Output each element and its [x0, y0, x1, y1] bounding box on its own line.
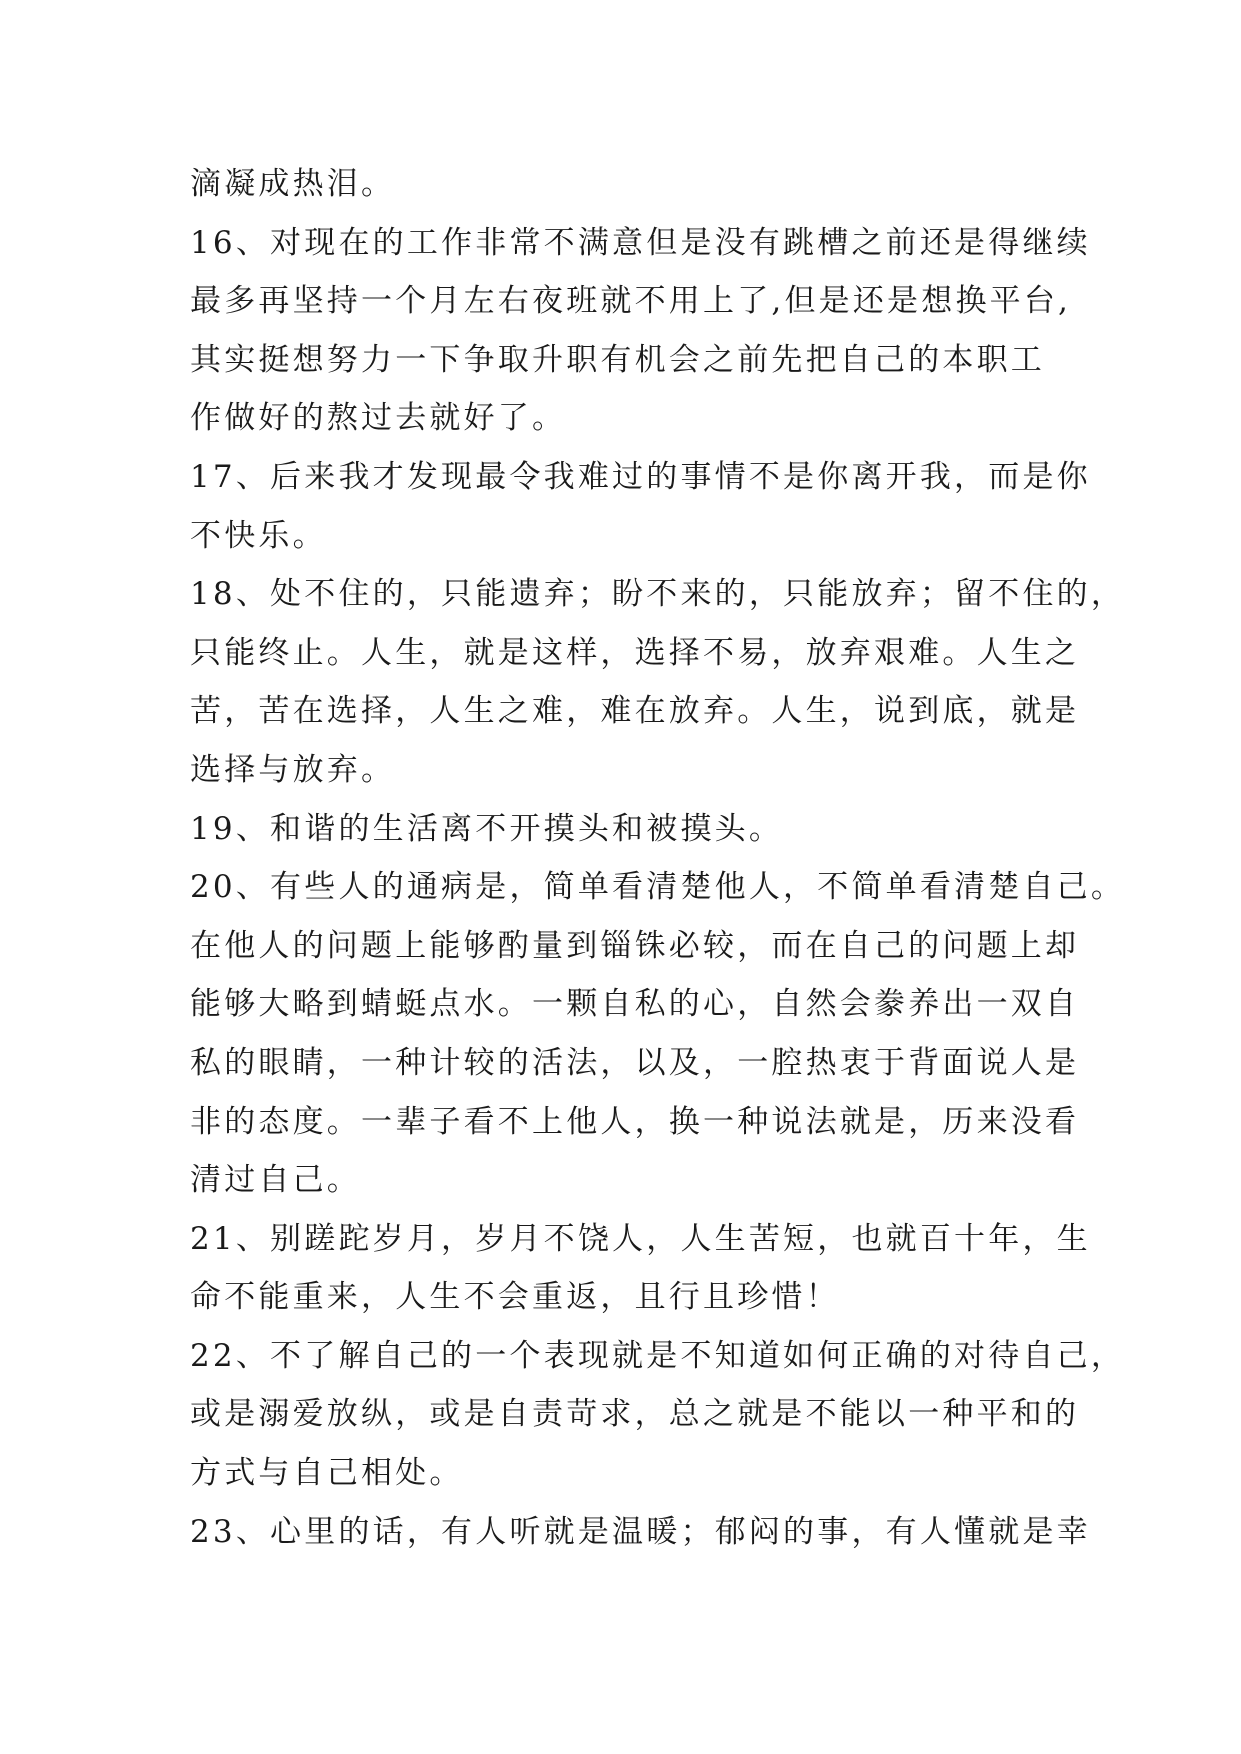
text-line: 命不能重来，人生不会重返，且行且珍惜！: [190, 1279, 840, 1316]
text-line: 苦，苦在选择，人生之难，难在放弃。人生，说到底，就是: [190, 693, 1080, 730]
text-line: 17、后来我才发现最令我难过的事情不是你离开我，而是你: [190, 458, 1091, 495]
text-line: 方式与自己相处。: [190, 1455, 464, 1492]
text-line: 20、有些人的通病是，简单看清楚他人，不简单看清楚自己。: [190, 869, 1126, 906]
text-line: 非的态度。一辈子看不上他人，换一种说法就是，历来没看: [190, 1103, 1080, 1140]
text-line: 16、对现在的工作非常不满意但是没有跳槽之前还是得继续: [190, 224, 1091, 261]
text-line: 在他人的问题上能够酌量到锱铢必较，而在自己的问题上却: [190, 927, 1080, 964]
text-line: 不快乐。: [190, 517, 327, 554]
text-line: 只能终止。人生，就是这样，选择不易，放弃艰难。人生之: [190, 634, 1080, 671]
text-line: 或是溺爱放纵，或是自责苛求，总之就是不能以一种平和的: [190, 1396, 1080, 1433]
text-line: 18、处不住的，只能遗弃；盼不来的，只能放弃；留不住的，: [190, 576, 1126, 613]
text-line: 私的眼睛，一种计较的活法，以及，一腔热衷于背面说人是: [190, 1044, 1080, 1081]
text-line: 其实挺想努力一下争取升职有机会之前先把自己的本职工: [190, 341, 1045, 378]
text-line: 滴凝成热泪。: [190, 166, 396, 202]
document-body: [190, 155, 1126, 1561]
text-line: 22、不了解自己的一个表现就是不知道如何正确的对待自己，: [190, 1337, 1126, 1374]
text-line: 选择与放弃。: [190, 751, 396, 788]
text-line: 清过自己。: [190, 1162, 361, 1199]
text-line: 作做好的熬过去就好了。: [190, 400, 567, 437]
text-line: 最多再坚持一个月左右夜班就不用上了,但是还是想换平台,: [190, 283, 1072, 320]
text-line: 能够大略到蜻蜓点水。一颗自私的心，自然会豢养出一双自: [190, 986, 1080, 1023]
text-line: 23、心里的话，有人听就是温暖；郁闷的事，有人懂就是幸: [190, 1513, 1091, 1550]
text-line: 19、和谐的生活离不开摸头和被摸头。: [190, 810, 784, 847]
text-line: 21、别蹉跎岁月，岁月不饶人，人生苦短，也就百十年，生: [190, 1220, 1091, 1257]
